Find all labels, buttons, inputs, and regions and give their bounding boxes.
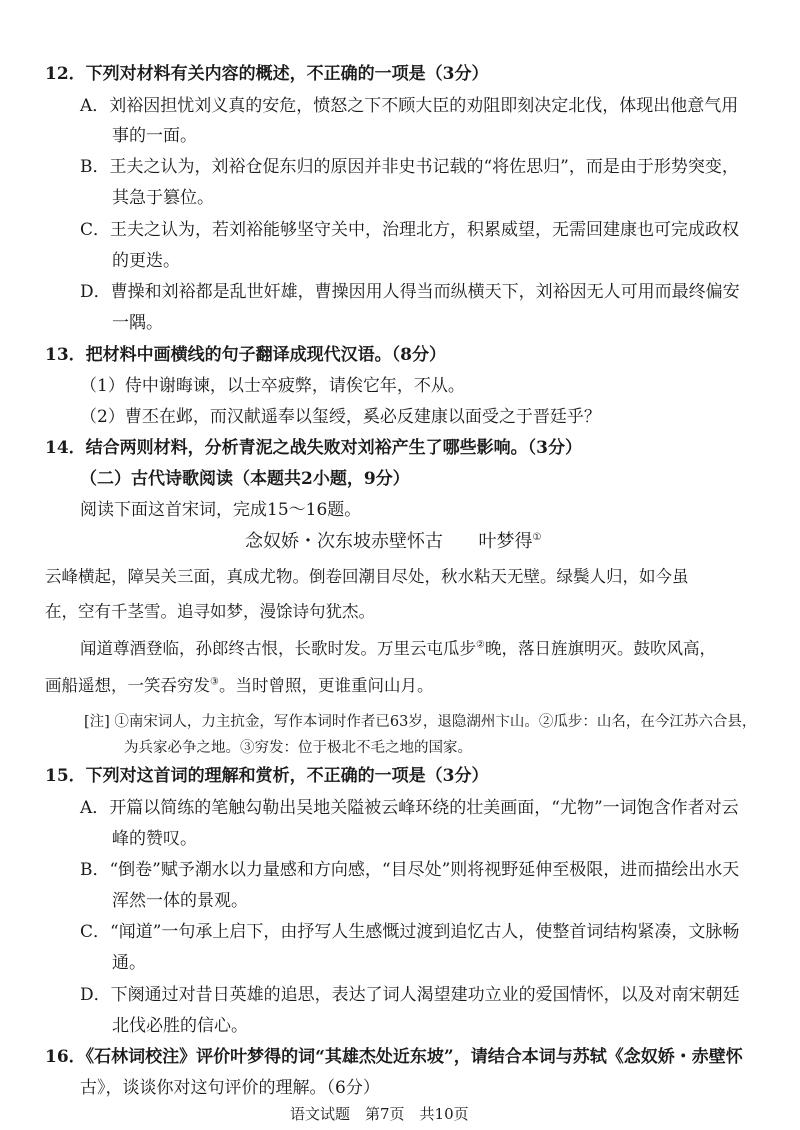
q13-stem: 13．把材料中画横线的句子翻译成现代汉语。（8分） bbox=[45, 345, 446, 365]
section-instruction: 阅读下面这首宋词，完成15～16题。 bbox=[80, 500, 362, 520]
poem-footnote-mark-2: ② bbox=[476, 639, 485, 651]
q12-stem: 12．下列对材料有关内容的概述，不正确的一项是（3分） bbox=[45, 64, 489, 84]
q12-option-d: D．曹操和刘裕都是乱世奸雄，曹操因用人得当而纵横天下，刘裕因无人可用而最终偏安 bbox=[80, 282, 740, 302]
poem-footnote-mark-3: ③ bbox=[210, 676, 219, 688]
poem-author-footnote-mark: ① bbox=[532, 532, 542, 543]
q14-stem: 14．结合两则材料，分析青泥之战失败对刘裕产生了哪些影响。（3分） bbox=[45, 438, 582, 458]
q12-option-a: A．刘裕因担忧刘义真的安危，愤怒之下不顾大臣的劝阻即刻决定北伐，体现出他意气用 bbox=[80, 96, 739, 116]
poem-line-4-part-2: 。当时曾照，更谁重问山月。 bbox=[218, 676, 434, 695]
q15-option-a-cont: 峰的赞叹。 bbox=[112, 829, 197, 849]
poem-title-text: 念奴娇・次东坡赤壁怀古 bbox=[245, 531, 443, 552]
q15-option-b-cont: 浑然一体的景观。 bbox=[112, 891, 248, 911]
q12-option-a-cont: 事的一面。 bbox=[112, 126, 197, 146]
poem-note-line-2: 为兵家必争之地。③穷发：位于极北不毛之地的国家。 bbox=[124, 740, 472, 756]
q12-option-d-cont: 一隅。 bbox=[112, 313, 163, 333]
poem-line-3-part-1: 闻道尊酒登临，孙郎终古恨，长歌时发。万里云屯瓜步 bbox=[80, 639, 476, 658]
poem-line-3 bbox=[80, 637, 716, 661]
q15-stem: 15．下列对这首词的理解和赏析，不正确的一项是（3分） bbox=[45, 766, 489, 786]
q15-option-d: D．下阕通过对昔日英雄的追思，表达了词人渴望建功立业的爱国情怀，以及对南宋朝廷 bbox=[80, 985, 740, 1005]
q16-stem: 16．《石林词校注》评价叶梦得的词“其雄杰处近东坡”，请结合本词与苏轼《念奴娇・赤壁怀 bbox=[45, 1047, 743, 1067]
poem-line-2: 在，空有千茎雪。追寻如梦，漫馀诗句犹杰。 bbox=[45, 602, 375, 621]
q12-option-c-cont: 的更迭。 bbox=[112, 251, 180, 271]
poem-line-1: 云峰横起，障吴关三面，真成尤物。倒卷回潮目尽处，秋水粘天无壁。绿鬓人归，如今虽 bbox=[45, 567, 689, 586]
q12-option-b: B．王夫之认为，刘裕仓促东归的原因并非史书记载的“将佐思归”，而是由于形势突变， bbox=[80, 157, 739, 177]
q15-option-d-cont: 北伐必胜的信心。 bbox=[112, 1016, 248, 1036]
section-heading: （二）古代诗歌阅读（本题共2小题，9分） bbox=[80, 469, 410, 489]
poem-line-4-part-1: 画船遥想，一笑吞穷发 bbox=[45, 676, 210, 695]
q12-option-b-cont: 其急于篡位。 bbox=[112, 188, 214, 208]
poem-line-3-part-2: 晚，落日旌旗明灭。鼓吹风高， bbox=[484, 639, 716, 658]
q13-sentence-2: （2）曹丕在邺，而汉献遥奉以玺绶，奚必反建康以面受之于晋廷乎？ bbox=[80, 407, 601, 427]
poem-line-4 bbox=[45, 674, 433, 698]
page-footer: 语文试题 第7页 共10页 bbox=[290, 1105, 469, 1123]
q15-option-c-cont: 通。 bbox=[112, 953, 146, 973]
q12-option-c: C．王夫之认为，若刘裕能够坚守关中，治理北方，积累威望，无需回建康也可完成政权 bbox=[80, 220, 740, 240]
q13-sentence-1: （1）侍中谢晦谏，以士卒疲弊，请俟它年，不从。 bbox=[80, 376, 465, 396]
poem-author: 叶梦得 bbox=[478, 531, 533, 552]
q16-stem-cont: 古》，谈谈你对这句评价的理解。（6分） bbox=[80, 1078, 380, 1098]
poem-title bbox=[245, 530, 541, 554]
poem-note-line-1: [注] ①南宋词人，力主抗金，写作本词时作者已63岁，退隐湖州卞山。②瓜步：山名，在今江苏六合县， bbox=[84, 714, 757, 730]
q15-option-c: C．“闻道”一句承上启下，由抒写人生感慨过渡到追忆古人，使整首词结构紧凑，文脉畅 bbox=[80, 922, 740, 942]
q15-option-b: B．“倒卷”赋予潮水以力量感和方向感，“目尽处”则将视野延伸至极限，进而描绘出水天 bbox=[80, 860, 740, 880]
q15-option-a: A．开篇以简练的笔触勾勒出吴地关隘被云峰环绕的壮美画面，“尤物”一词饱含作者对云 bbox=[80, 798, 739, 818]
